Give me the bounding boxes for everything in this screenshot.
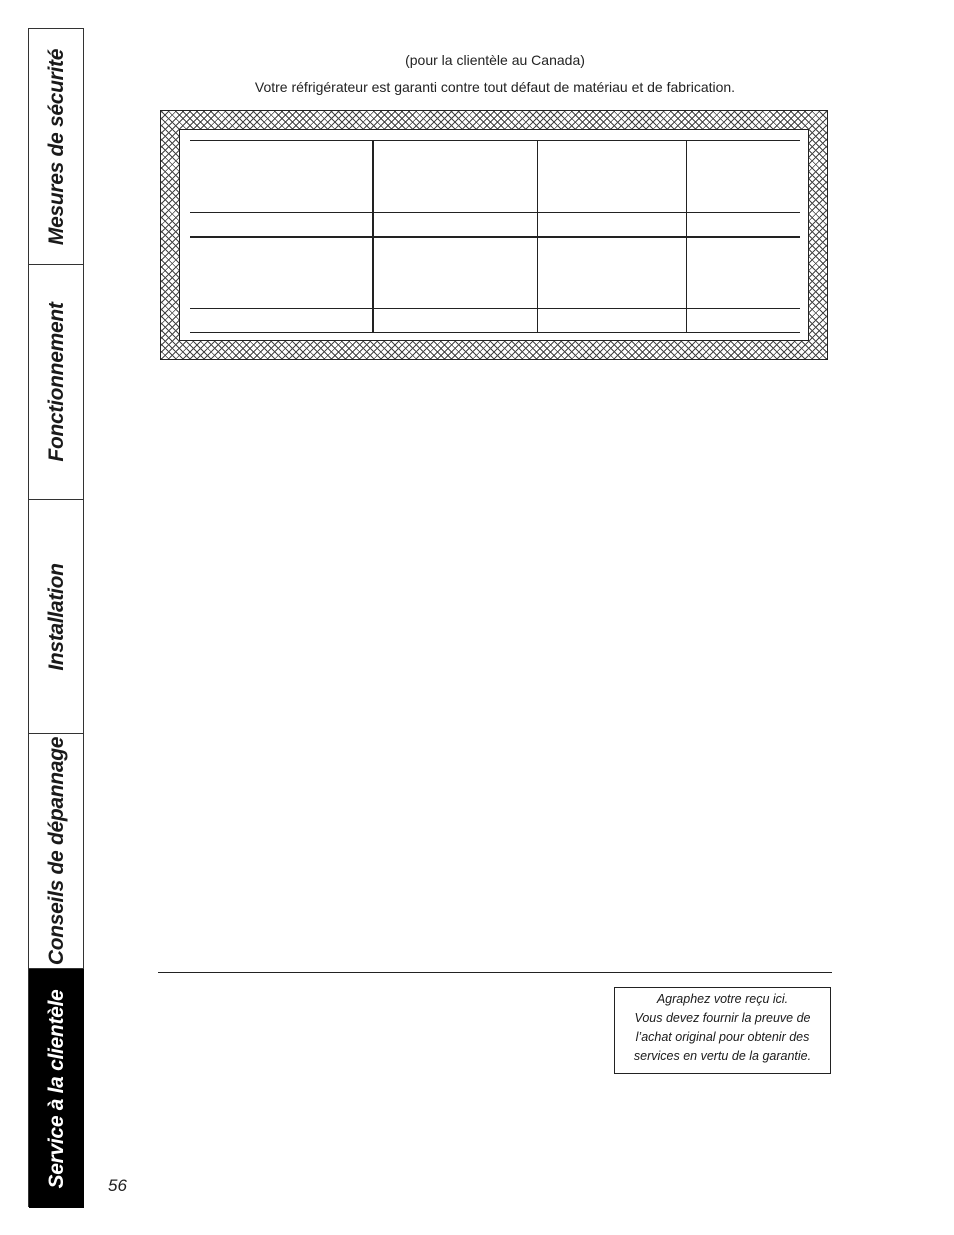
receipt-note-line: Agraphez votre reçu ici. <box>656 992 789 1006</box>
tab-label: Service à la clientèle <box>44 989 68 1188</box>
side-tab-strip <box>28 28 84 1207</box>
warranty-intro: Votre réfrigérateur est garanti contre tout défaut de matériau et de fabrication. <box>254 79 736 95</box>
table-divider <box>190 308 800 309</box>
warranty-table-frame <box>160 110 828 360</box>
table-column-divider <box>537 140 538 332</box>
receipt-note-line: services en vertu de la garantie. <box>633 1049 812 1063</box>
receipt-note-box <box>614 987 831 1074</box>
tab-label: Conseils de dépannage <box>44 736 68 966</box>
table-column-divider <box>372 140 374 332</box>
tab-fonctionnement[interactable] <box>29 265 84 500</box>
table-divider <box>190 212 800 213</box>
tab-label: Installation <box>44 562 68 671</box>
warranty-table <box>190 140 800 332</box>
table-divider <box>190 140 800 141</box>
table-divider <box>190 236 800 238</box>
tab-service-a-la-clientele[interactable] <box>29 969 84 1208</box>
tab-label: Mesures de sécurité <box>44 48 68 245</box>
tab-label: Fonctionnement <box>44 302 68 462</box>
horizontal-rule <box>158 972 832 973</box>
table-divider <box>190 332 800 333</box>
receipt-note-line: l’achat original pour obtenir des <box>635 1030 810 1044</box>
warranty-table-panel <box>179 129 809 341</box>
receipt-note-line: Vous devez fournir la preuve de <box>634 1011 811 1025</box>
page-number: 56 <box>108 1176 127 1195</box>
table-column-divider <box>686 140 687 332</box>
tab-conseils-de-depannage[interactable] <box>29 734 84 969</box>
page-subtitle: (pour la clientèle au Canada) <box>405 52 585 68</box>
tab-installation[interactable] <box>29 500 84 734</box>
